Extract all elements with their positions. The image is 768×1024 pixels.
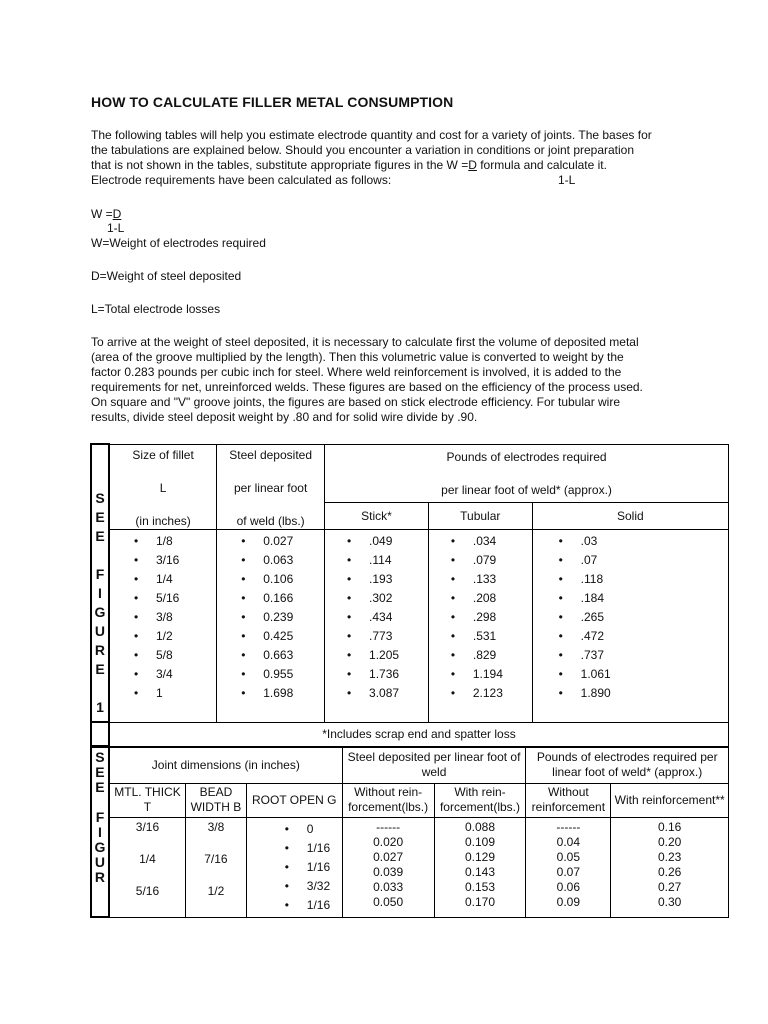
bead-width-value: 3/8	[207, 819, 225, 834]
stick-item: • .114	[347, 551, 428, 570]
fillet-size-item: • 1	[134, 684, 216, 703]
method-line: To arrive at the weight of steel deposited, it is necessary to calculate first the volume of deposited metal	[91, 335, 639, 349]
steel-with-value: 0.153	[464, 879, 495, 894]
side-letter: F	[95, 566, 105, 582]
side-spacer	[91, 722, 109, 746]
electrode-without-value: 0.07	[556, 864, 581, 879]
steel-without-value: 0.033	[373, 879, 404, 894]
root-open-item: • 3/32	[285, 877, 342, 896]
formula-l-definition: L=Total electrode losses	[91, 302, 221, 316]
solid-column	[532, 529, 728, 722]
without-reinforcement-lb-header: Without reinforcement	[526, 783, 611, 817]
solid-item: • .265	[559, 608, 728, 627]
steel-with-value: 0.088	[464, 819, 495, 834]
electrode-with-value: 0.30	[657, 894, 682, 909]
formula-d-definition: D=Weight of steel deposited	[91, 269, 242, 283]
tubular-item: • 2.123	[451, 684, 532, 703]
side-letter: E	[95, 509, 105, 525]
bead-width-value: 7/16	[204, 851, 228, 866]
table1-footnote: *Includes scrap end and spatter loss	[109, 722, 729, 746]
fillet-size-item: • 3/4	[134, 665, 216, 684]
root-open-item: • 1/16	[285, 839, 342, 858]
root-open-header: ROOT OPEN G	[246, 783, 342, 817]
fillet-size-item: • 1/4	[134, 570, 216, 589]
tubular-item: • .034	[451, 532, 532, 551]
side-letter: R	[94, 642, 106, 658]
steel-with-value: 0.143	[464, 864, 495, 879]
steel-without-value: 0.027	[373, 849, 404, 864]
electrode-with-value: 0.23	[657, 849, 682, 864]
steel-deposited-item: • 0.063	[241, 551, 324, 570]
side-letter: I	[98, 585, 102, 601]
electrode-without-value: 0.06	[556, 879, 581, 894]
side-letter: R	[94, 869, 106, 885]
with-reinforcement-lb-column	[611, 817, 729, 917]
tubular-item: • .079	[451, 551, 532, 570]
intro-line: the tabulations are explained below. Should you encounter a variation in conditions or joint preparation	[91, 143, 635, 157]
steel-without-value: ------	[376, 819, 401, 834]
steel-deposited-header: Steel deposited per linear foot of weld (lbs.)	[217, 444, 325, 529]
steel-deposited-item: • 0.955	[241, 665, 324, 684]
fillet-size-item: • 5/16	[134, 589, 216, 608]
steel-without-value: 0.039	[373, 864, 404, 879]
tubular-item: • .298	[451, 608, 532, 627]
stick-item: • .193	[347, 570, 428, 589]
stick-item: • .773	[347, 627, 428, 646]
with-reinforcement-steel-column	[434, 817, 526, 917]
side-letter: 1	[96, 699, 104, 715]
electrode-without-value: 0.09	[556, 894, 581, 909]
with-reinforcement-lb-header: With reinforcement**	[611, 783, 729, 817]
solid-item: • .03	[559, 532, 728, 551]
bead-width-column	[186, 817, 247, 917]
electrode-with-value: 0.20	[657, 834, 682, 849]
steel-with-value: 0.129	[464, 849, 495, 864]
fillet-size-item: • 1/8	[134, 532, 216, 551]
tubular-column	[428, 529, 532, 722]
electrode-with-value: 0.16	[657, 819, 682, 834]
steel-deposited-item: • 0.425	[241, 627, 324, 646]
formula-w-definition: W=Weight of electrodes required	[91, 236, 266, 250]
side-letter: G	[94, 839, 106, 855]
side-letter: U	[94, 623, 106, 639]
stick-item: • 1.205	[347, 646, 428, 665]
solid-item: • .118	[559, 570, 728, 589]
solid-header: Solid	[532, 503, 728, 529]
intro-line: that is not shown in the tables, substitute appropriate figures in the W =D formula and calculate it.	[91, 158, 607, 172]
fillet-size-item: • 3/16	[134, 551, 216, 570]
steel-deposited-item: • 0.663	[241, 646, 324, 665]
root-open-item: • 0	[285, 820, 342, 839]
method-line: On square and "V" groove joints, the figures are based on stick electrode efficiency. For tubular wire	[91, 395, 621, 409]
fillet-size-item: • 5/8	[134, 646, 216, 665]
intro-line: Electrode requirements have been calculated as follows:	[91, 173, 392, 187]
side-letter	[92, 546, 108, 565]
with-reinforcement-steel-header: With rein-forcement(lbs.)	[434, 783, 526, 817]
fillet-size-item: • 3/8	[134, 608, 216, 627]
without-reinforcement-steel-column	[342, 817, 434, 917]
electrode-without-value: 0.05	[556, 849, 581, 864]
root-open-item: • 1/16	[285, 858, 342, 877]
stick-item: • .049	[347, 532, 428, 551]
bead-width-value: 1/2	[207, 883, 225, 898]
method-paragraph	[91, 335, 643, 425]
stick-item: • 1.736	[347, 665, 428, 684]
electrode-without-value: ------	[556, 819, 581, 834]
side-letter: E	[95, 764, 105, 780]
tubular-item: • .133	[451, 570, 532, 589]
solid-item: • .07	[559, 551, 728, 570]
tubular-item: • 1.194	[451, 665, 532, 684]
solid-item: • 1.890	[559, 684, 728, 703]
without-reinforcement-steel-header: Without rein-forcement(lbs.)	[342, 783, 434, 817]
mtl-thick-column	[109, 817, 186, 917]
stick-item: • .434	[347, 608, 428, 627]
steel-deposited-item: • 0.106	[241, 570, 324, 589]
see-figure-label	[91, 747, 109, 917]
mtl-thick-value: 1/4	[139, 851, 156, 866]
tubular-header: Tubular	[428, 503, 532, 529]
steel-without-value: 0.050	[373, 894, 404, 909]
solid-item: • .184	[559, 589, 728, 608]
solid-item: • 1.061	[559, 665, 728, 684]
side-letter: E	[95, 528, 105, 544]
method-line: requirements for net, unreinforced welds. These figures are based on the efficiency of the process used.	[91, 380, 643, 394]
electrode-with-value: 0.26	[657, 864, 682, 879]
joint-dimensions-header: Joint dimensions (in inches)	[109, 747, 342, 783]
steel-without-value: 0.020	[373, 834, 404, 849]
side-letter: E	[95, 661, 105, 677]
method-line: results, divide steel deposit weight by .80 and for solid wire divide by .90.	[91, 410, 478, 424]
side-letter: S	[95, 749, 105, 765]
page-title: HOW TO CALCULATE FILLER METAL CONSUMPTION	[91, 94, 454, 110]
size-of-fillet-header: Size of fillet L (in inches)	[109, 444, 217, 529]
tubular-item: • .531	[451, 627, 532, 646]
side-letter: I	[98, 824, 102, 840]
method-line: (area of the groove multiplied by the length). Then this volumetric value is converted to weight by the	[91, 350, 624, 364]
mtl-thick-value: 3/16	[135, 819, 160, 834]
steel-with-value: 0.109	[464, 834, 495, 849]
bead-width-header: BEAD WIDTH B	[186, 783, 247, 817]
side-letter: U	[94, 854, 106, 870]
side-letter	[92, 795, 108, 810]
side-letter: S	[95, 490, 105, 506]
size-column	[109, 529, 217, 722]
formula-w: W =D	[91, 207, 122, 221]
electrode-with-value: 0.27	[657, 879, 682, 894]
pounds-electrodes-header: Pounds of electrodes required per linear foot of weld* (approx.)	[526, 747, 729, 783]
electrode-without-value: 0.04	[556, 834, 581, 849]
stick-item: • 3.087	[347, 684, 428, 703]
formula-denominator-inline: 1-L	[558, 173, 576, 187]
without-reinforcement-lb-column	[526, 817, 611, 917]
intro-line: The following tables will help you estimate electrode quantity and cost for a variety of joints. The bases for	[91, 128, 652, 142]
pounds-electrodes-header: Pounds of electrodes required per linear foot of weld* (approx.)	[325, 444, 729, 503]
solid-item: • .737	[559, 646, 728, 665]
see-figure-1-label	[91, 444, 109, 722]
root-open-column	[246, 817, 342, 917]
steel-deposited-item: • 0.166	[241, 589, 324, 608]
side-letter	[92, 679, 108, 698]
stick-column	[325, 529, 429, 722]
mtl-thick-value: 5/16	[135, 883, 160, 898]
side-letter: E	[95, 779, 105, 795]
mtl-thick-header: MTL. THICK T	[109, 783, 186, 817]
side-letter: G	[94, 604, 106, 620]
root-open-item: • 1/16	[285, 896, 342, 915]
steel-column	[217, 529, 325, 722]
formula-denominator: 1-L	[107, 221, 125, 235]
solid-item: • .472	[559, 627, 728, 646]
tubular-item: • .208	[451, 589, 532, 608]
fillet-size-item: • 1/2	[134, 627, 216, 646]
steel-deposited-item: • 0.239	[241, 608, 324, 627]
tubular-item: • .829	[451, 646, 532, 665]
steel-with-value: 0.170	[464, 894, 495, 909]
steel-deposited-item: • 1.698	[241, 684, 324, 703]
groove-weld-table	[90, 746, 729, 918]
steel-deposited-header: Steel deposited per linear foot of weld	[342, 747, 526, 783]
stick-header: Stick*	[325, 503, 429, 529]
fillet-weld-table	[90, 443, 729, 747]
method-line: factor 0.283 pounds per cubic inch for steel. Where weld reinforcement is involved, it is added to the	[91, 365, 622, 379]
stick-item: • .302	[347, 589, 428, 608]
side-letter: F	[95, 809, 105, 825]
steel-deposited-item: • 0.027	[241, 532, 324, 551]
